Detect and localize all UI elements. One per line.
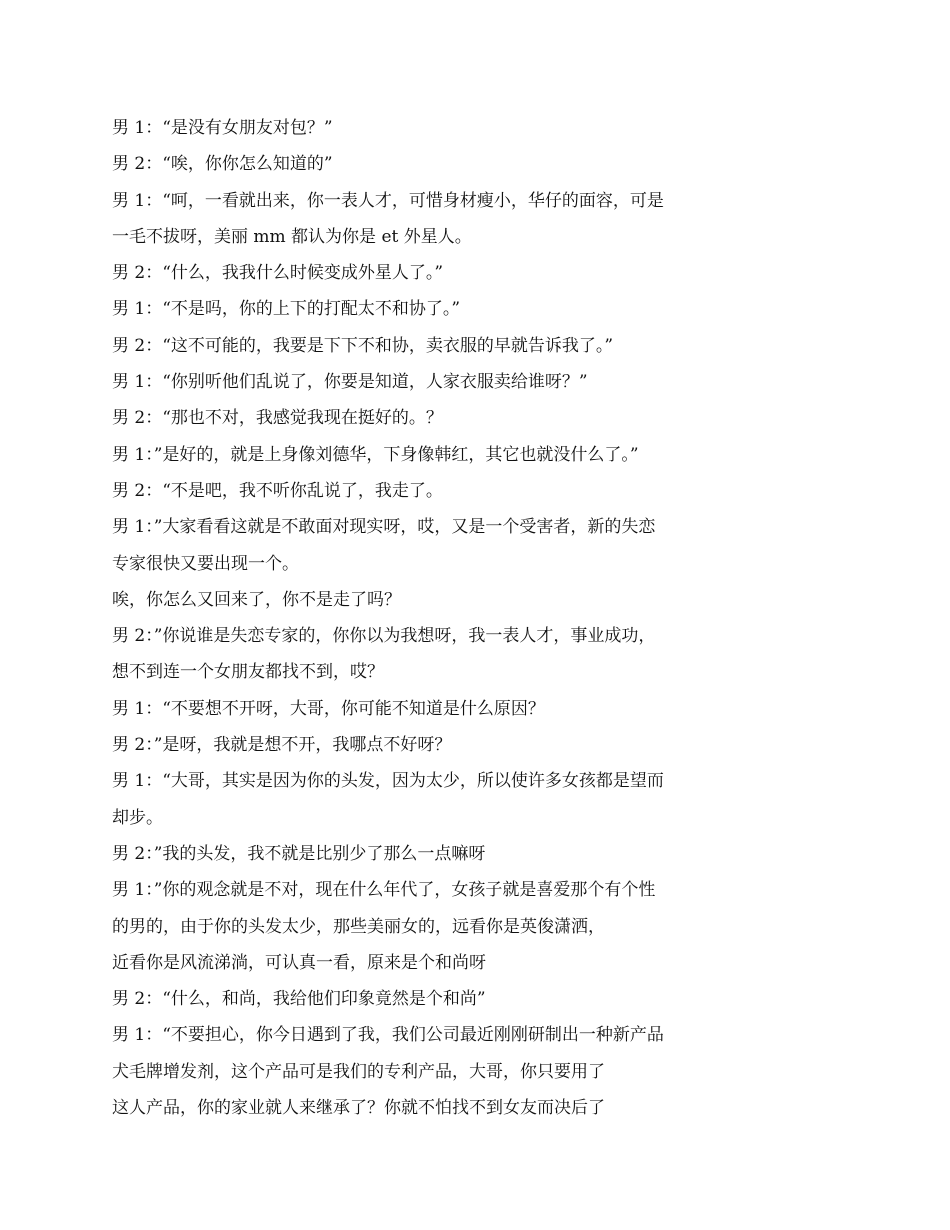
text-line: 这人产品，你的家业就人来继承了？你就不怕找不到女友而决后了: [112, 1098, 605, 1119]
text-line: 男 2：“这不可能的，我要是下下不和协，卖衣服的早就告诉我了。”: [112, 335, 614, 356]
text-line: 却步。: [112, 807, 163, 828]
text-line: 专家很快又要出现一个。: [112, 553, 299, 574]
text-line: 男 1：”你的观念就是不对，现在什么年代了，女孩子就是喜爱那个有个性: [112, 880, 656, 901]
text-line: 男 1：“不是吗，你的上下的打配太不和协了。”: [112, 299, 461, 320]
text-line: 男 1：“你别听他们乱说了，你要是知道，人家衣服卖给谁呀？”: [112, 372, 588, 393]
text-line: 男 1：”大家看看这就是不敢面对现实呀，哎，又是一个受害者，新的失恋: [112, 517, 656, 538]
text-line: 的男的，由于你的头发太少，那些美丽女的，远看你是英俊潇洒，: [112, 916, 605, 937]
dialogue-text: [112, 110, 722, 1126]
text-line: 男 2：“什么，和尚，我给他们印象竟然是个和尚”: [112, 989, 486, 1010]
text-line: 男 2：“什么，我我什么时候变成外星人了。”: [112, 263, 444, 284]
text-line: 犬毛牌增发剂，这个产品可是我们的专利产品，大哥，你只要用了: [112, 1061, 605, 1082]
text-line: 男 2：”是呀，我就是想不开，我哪点不好呀？: [112, 735, 452, 756]
text-line: 男 1：“不要想不开呀，大哥，你可能不知道是什么原因？: [112, 698, 545, 719]
text-line: 想不到连一个女朋友都找不到，哎？: [112, 662, 384, 683]
text-line: 近看你是风流涕淌，可认真一看，原来是个和尚呀: [112, 952, 486, 973]
text-line: 男 2：”我的头发，我不就是比别少了那么一点嘛呀: [112, 843, 486, 864]
text-line: 男 2：”你说谁是失恋专家的，你你以为我想呀，我一表人才，事业成功，: [112, 626, 656, 647]
text-line: 男 1：“呵，一看就出来，你一表人才，可惜身材瘦小，华仔的面容，可是: [112, 190, 664, 211]
text-line: 男 1：“是没有女朋友对包？”: [112, 118, 333, 138]
text-line: 唉，你怎么又回来了，你不是走了吗？: [112, 589, 401, 610]
text-line: 男 2：“唉，你你怎么知道的”: [112, 154, 333, 175]
text-line: 男 1：“不要担心，你今日遇到了我，我们公司最近刚刚研制出一种新产品: [112, 1025, 664, 1046]
text-line: 男 1：“大哥，其实是因为你的头发，因为太少，所以使许多女孩都是望而: [112, 771, 664, 792]
text-line: 男 1：”是好的，就是上身像刘德华，下身像韩红，其它也就没什么了。”: [112, 444, 639, 465]
text-line: 男 2：“不是吧，我不听你乱说了，我走了。: [112, 480, 443, 501]
text-line: 一毛不拔呀，美丽 mm 都认为你是 et 外星人。: [112, 226, 472, 247]
text-line: 男 2：“那也不对，我感觉我现在挺好的。？: [112, 408, 443, 429]
